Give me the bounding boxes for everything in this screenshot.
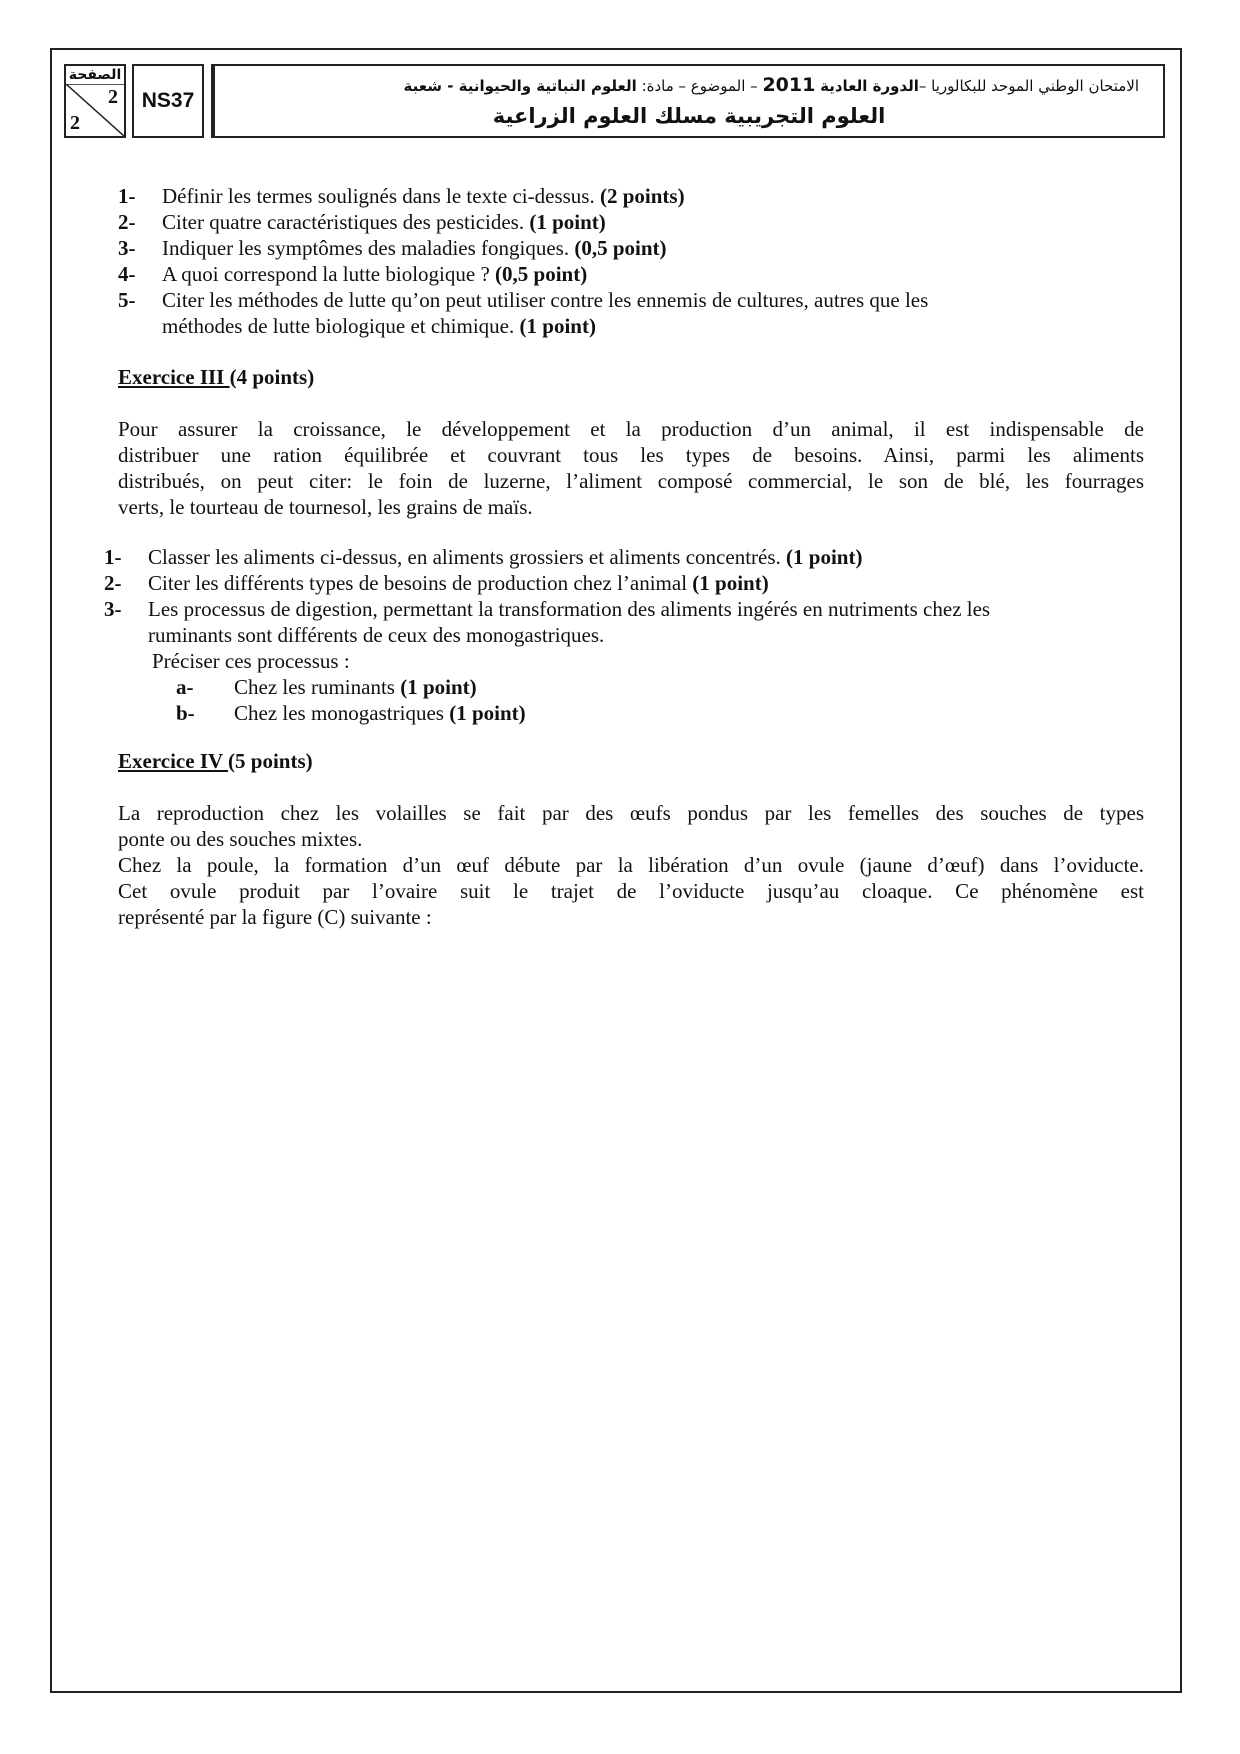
exercise-4-title: Exercice IV [118, 749, 229, 773]
question-number: 5- [118, 288, 136, 312]
question-text: Citer quatre caractéristiques des pesticides. [162, 210, 530, 234]
exam-title-line1 [235, 74, 1139, 96]
exercise-3-intro [118, 416, 1144, 520]
exercise-4-points: (5 points) [228, 749, 313, 773]
question-points: (1 point) [400, 675, 477, 699]
page-label: الصفحة [68, 67, 122, 83]
exam-title-box [211, 64, 1165, 138]
question-text: Chez les monogastriques [234, 701, 450, 725]
question-text: Définir les termes soulignés dans le texte ci-dessus. [162, 184, 600, 208]
title-part2: – الموضوع – مادة: [636, 77, 763, 95]
question-number: 3- [104, 597, 122, 621]
exercise-4-heading [118, 749, 313, 774]
paragraph-line: représenté par la figure (C) suivante : [118, 905, 432, 929]
question-number: 4- [118, 262, 136, 286]
question-instruction: Préciser ces processus : [152, 649, 350, 673]
page-number-box [64, 64, 126, 138]
paragraph-line: Cet ovule produit par l’ovaire suit le trajet de l’oviducte jusqu’au cloaque. Ce phénomène est [118, 879, 1144, 903]
question-text-cont: ruminants sont différents de ceux des monogastriques. [148, 623, 605, 647]
paragraph-line: distribuer une ration équilibrée et couvrant tous les types de besoins. Ainsi, parmi les aliments [118, 443, 1144, 467]
question-text: Les processus de digestion, permettant la transformation des aliments ingérés en nutriments chez les [148, 597, 991, 621]
question-number: 2- [104, 571, 122, 595]
exam-title-line2: العلوم التجريبية مسلك العلوم الزراعية [492, 104, 886, 128]
exercise-4-paragraph-1 [118, 800, 1144, 852]
title-year: 2011 [762, 74, 816, 96]
question-number: 3- [118, 236, 136, 260]
question-number: 1- [104, 545, 122, 569]
question-points: (0,5 point) [495, 262, 588, 286]
paragraph-line: verts, le tourteau de tournesol, les grains de maïs. [118, 495, 533, 519]
question-points: (2 points) [599, 184, 685, 208]
exercise-3-question-3 [104, 596, 1144, 676]
page-current: 2 [108, 86, 118, 108]
paragraph-line: distribués, on peut citer: le foin de luzerne, l’aliment composé commercial, le son de blé, les fourrages [118, 469, 1144, 493]
question-text: Classer les aliments ci-dessus, en aliments grossiers et aliments concentrés. [148, 545, 787, 569]
question-number: a- [176, 675, 194, 699]
paragraph-line: La reproduction chez les volailles se fait par des œufs pondus par les femelles des souches de types [118, 801, 1144, 825]
question-text: Chez les ruminants [234, 675, 401, 699]
paragraph-line: ponte ou des souches mixtes. [118, 827, 363, 851]
question-points: (1 point) [529, 210, 606, 234]
question-text: Indiquer les symptômes des maladies fongiques. [162, 236, 575, 260]
question-number: b- [176, 701, 195, 725]
question-points: (1 point) [786, 545, 863, 569]
title-session: الدورة العادية [820, 77, 919, 95]
question-number: 2- [118, 210, 136, 234]
question-number: 1- [118, 184, 136, 208]
question-points: (1 point) [519, 314, 596, 338]
paragraph-line: Pour assurer la croissance, le développement et la production d’un animal, il est indispensable de [118, 417, 1144, 441]
question-text: Citer les différents types de besoins de production chez l’animal [148, 571, 693, 595]
title-subject: العلوم النباتية والحيوانية - شعبة [403, 77, 637, 95]
exercise-3-title: Exercice III [118, 365, 230, 389]
question-points: (0,5 point) [574, 236, 667, 260]
title-part1: الامتحان الوطني الموحد للبكالوريا – [918, 77, 1139, 95]
question-text: Citer les méthodes de lutte qu’on peut utiliser contre les ennemis de cultures, autres que les [162, 288, 929, 312]
exercise-4-paragraph-2 [118, 852, 1144, 930]
page-total: 2 [70, 112, 80, 134]
exercise-3-heading [118, 365, 314, 390]
paragraph-line: Chez la poule, la formation d’un œuf débute par la libération d’un ovule (jaune d’œuf) dans l’oviducte. [118, 853, 1144, 877]
question-text-cont: méthodes de lutte biologique et chimique. [162, 314, 520, 338]
question-points: (1 point) [692, 571, 769, 595]
exercise-3-points: (4 points) [229, 365, 315, 389]
exam-code: NS37 [132, 64, 204, 138]
question-text: A quoi correspond la lutte biologique ? [162, 262, 496, 286]
question-points: (1 point) [449, 701, 526, 725]
